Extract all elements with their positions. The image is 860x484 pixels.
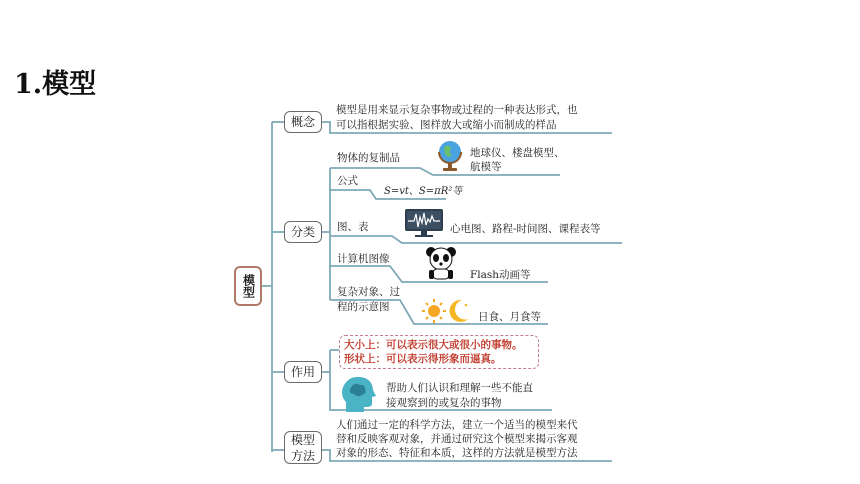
method-text-2: 替和反映客观对象，并通过研究这个模型来揭示客观	[336, 433, 578, 445]
root-node: 模型	[234, 266, 262, 306]
class-example-formula: S=vt、S=πR²等	[384, 186, 463, 197]
class-item-diagram-2: 程的示意图	[337, 301, 390, 313]
function-size-text: 大小上：可以表示很大或很小的事物。	[344, 339, 523, 351]
class-example-chart: 心电图、路程-时间图、课程表等	[450, 223, 601, 235]
class-example-replica-1: 地球仪、楼盘模型、	[470, 147, 565, 159]
class-example-computer: Flash动画等	[470, 269, 531, 281]
concept-text-2: 可以指根据实验、图样放大或缩小而制成的样品	[336, 119, 557, 131]
method-node	[284, 431, 322, 464]
class-item-chart: 图、表	[337, 221, 369, 233]
method-text-3: 对象的形态、特征和本质，这样的方法就是模型方法	[336, 447, 578, 459]
classification-node: 分类	[284, 221, 322, 243]
function-node: 作用	[284, 361, 322, 383]
method-node-line-1: 模型	[290, 432, 315, 447]
concept-node: 概念	[284, 111, 322, 133]
head-brain-icon	[338, 374, 378, 414]
function-shape-text: 形状上：可以表示得形象而逼真。	[344, 353, 502, 365]
class-example-diagram: 日食、月食等	[478, 311, 541, 323]
class-item-diagram-1: 复杂对象、过	[337, 286, 400, 298]
page-heading: 1.模型	[14, 69, 97, 100]
class-item-computer: 计算机图像	[337, 253, 390, 265]
function-help-text-2: 接观察到的或复杂的事物	[386, 397, 502, 409]
class-item-replica: 物体的复制品	[337, 152, 400, 164]
method-node-line-2: 方法	[290, 448, 315, 463]
panda-icon	[424, 246, 458, 282]
method-text-1: 人们通过一定的科学方法，建立一个适当的模型来代	[336, 419, 578, 431]
class-example-replica-2: 航模等	[470, 161, 502, 173]
sun-moon-icon	[422, 297, 472, 325]
monitor-ecg-icon	[404, 208, 444, 238]
concept-text-1: 模型是用来显示复杂事物或过程的一种表达形式，也	[336, 104, 578, 116]
function-help-text-1: 帮助人们认识和理解一些不能直	[386, 382, 533, 394]
globe-icon	[434, 138, 466, 172]
class-item-formula: 公式	[337, 175, 358, 187]
